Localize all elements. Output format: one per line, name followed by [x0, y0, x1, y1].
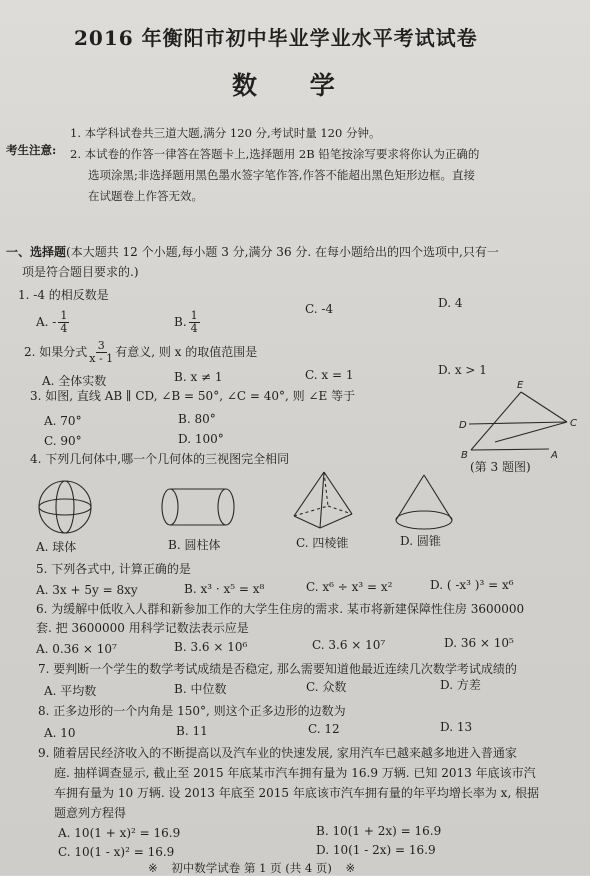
q6-option-a: A. 0.36 × 10⁷: [36, 642, 117, 656]
q1-option-d: D. 4: [438, 296, 463, 310]
q2-option-d: D. x > 1: [438, 363, 487, 377]
exam-title: 2016 年衡阳市初中毕业学业水平考试试卷: [74, 26, 478, 50]
line-ec: [521, 392, 567, 422]
section-title: 一、选择题: [6, 245, 67, 259]
q8-stem: 8. 正多边形的一个内角是 150°, 则这个正多边形的边数为: [38, 704, 346, 718]
q4-option-a: A. 球体: [36, 540, 77, 554]
section-desc-2: 项是符合题目要求的.): [22, 265, 139, 279]
q2-option-b: B. x ≠ 1: [174, 370, 223, 384]
q2-option-a: A. 全体实数: [42, 374, 107, 388]
q3-stem: 3. 如图, 直线 AB ∥ CD, ∠B = 50°, ∠C = 40°, 则 ∠E 等于: [30, 389, 356, 403]
notes-line-1: 1. 本学科试卷共三道大题,满分 120 分,考试时量 120 分钟。: [70, 126, 381, 140]
label-e: E: [517, 380, 524, 391]
page-footer: [148, 860, 355, 876]
cone-figure: [392, 472, 456, 534]
q4-option-c: C. 四棱锥: [296, 536, 349, 550]
q6-stem-2: 套. 把 3600000 用科学记数法表示应是: [36, 621, 249, 635]
q3-option-c: C. 90°: [44, 434, 82, 448]
q2-stem: 2. 如果分式 $\frac{3}{x - 1}$ 有意义, 则 x 的取值范围是: [24, 339, 258, 365]
q1-option-c: C. -4: [305, 302, 334, 316]
q3-option-b: B. 80°: [178, 412, 216, 426]
q9-option-d: D. 10(1 - 2x) = 16.9: [316, 843, 436, 857]
q9-stem-1: 9. 随着居民经济收入的不断提高以及汽车业的快速发展, 家用汽车已越来越多地进入普通家: [38, 746, 517, 760]
q7-option-b: B. 中位数: [174, 682, 227, 696]
notes-line-3: 选项涂黑;非选择题用黑色墨水签字笔作答,作答不能超出黑色矩形边框。直接: [88, 168, 476, 182]
notes-line-4: 在试题卷上作答无效。: [88, 189, 203, 203]
line-ba: [471, 449, 549, 450]
q4-stem: 4. 下列几何体中,哪一个几何体的三视图完全相同: [30, 452, 290, 466]
line-through-c: [495, 422, 567, 442]
q8-option-c: C. 12: [308, 722, 340, 736]
q5-option-b: B. x³ · x⁵ = x⁸: [184, 582, 265, 596]
label-d: D: [459, 420, 467, 431]
q6-stem-1: 6. 为缓解中低收入人群和新参加工作的大学生住房的需求. 某市将新建保障性住房 3600000: [36, 602, 525, 616]
q3-figure: [455, 378, 585, 473]
q6-option-d: D. 36 × 10⁵: [444, 636, 514, 650]
sphere-figure: [36, 478, 94, 536]
section-desc-1: (本大题共 12 个小题,每小题 3 分,满分 36 分. 在每小题给出的四个选项中,只有一: [66, 245, 499, 259]
notes-label: 考生注意:: [6, 143, 57, 157]
footer-text: 初中数学试卷 第 1 页 (共 4 页): [171, 861, 332, 875]
q8-option-a: A. 10: [44, 726, 76, 740]
q7-option-d: D. 方差: [440, 678, 481, 692]
q5-stem: 5. 下列各式中, 计算正确的是: [36, 562, 191, 576]
line-dc: [469, 422, 567, 424]
q3-option-d: D. 100°: [178, 432, 224, 446]
q4-option-d: D. 圆锥: [400, 534, 441, 548]
q8-option-d: D. 13: [440, 720, 473, 734]
footer-mark-right: ※: [345, 861, 356, 875]
q9-option-c: C. 10(1 - x)² = 16.9: [58, 845, 175, 859]
q4-option-b: B. 圆柱体: [168, 538, 221, 552]
label-c: C: [570, 418, 577, 429]
q1-stem: 1. -4 的相反数是: [18, 288, 109, 302]
q5-option-c: C. x⁶ ÷ x³ = x²: [306, 580, 393, 594]
pyramid-figure: [290, 468, 356, 536]
q1-option-b: B. $\frac{1}{4}$: [174, 309, 198, 335]
q5-option-a: A. 3x + 5y = 8xy: [36, 583, 138, 597]
q9-option-a: A. 10(1 + x)² = 16.9: [58, 826, 181, 840]
footer-mark-left: ※: [148, 861, 158, 875]
q1-option-a: A. - $\frac{1}{4}$: [36, 309, 68, 335]
q6-option-b: B. 3.6 × 10⁶: [174, 640, 248, 654]
cylinder-figure: [160, 484, 240, 530]
label-a: A: [551, 450, 558, 461]
q6-option-c: C. 3.6 × 10⁷: [312, 638, 386, 652]
subject-title: 数 学: [232, 71, 357, 100]
q3-figure-caption: (第 3 题图): [470, 460, 531, 474]
q7-stem: 7. 要判断一个学生的数学考试成绩是否稳定, 那么需要知道他最近连续几次数学考试成绩的: [38, 662, 517, 676]
q9-option-b: B. 10(1 + 2x) = 16.9: [316, 824, 442, 838]
q7-option-a: A. 平均数: [44, 684, 97, 698]
q7-option-c: C. 众数: [306, 680, 347, 694]
notes-line-2: 2. 本试卷的作答一律答在答题卡上,选择题用 2B 铅笔按涂写要求将你认为正确的: [70, 147, 480, 161]
q8-option-b: B. 11: [176, 724, 208, 738]
label-b: B: [461, 450, 468, 461]
q9-stem-4: 题意列方程得: [54, 806, 127, 820]
q9-stem-3: 车拥有量为 10 万辆. 设 2013 年底至 2015 年底该市汽车拥有量的年平均增长率为 x, 根据: [54, 786, 540, 800]
q9-stem-2: 庭. 抽样调查显示, 截止至 2015 年底某市汽车拥有量为 16.9 万辆. 已知 2013 年底该市汽: [54, 766, 536, 780]
q2-option-c: C. x = 1: [305, 368, 354, 382]
q5-option-d: D. ( -x³ )³ = x⁶: [430, 578, 514, 592]
q3-option-a: A. 70°: [44, 414, 82, 428]
